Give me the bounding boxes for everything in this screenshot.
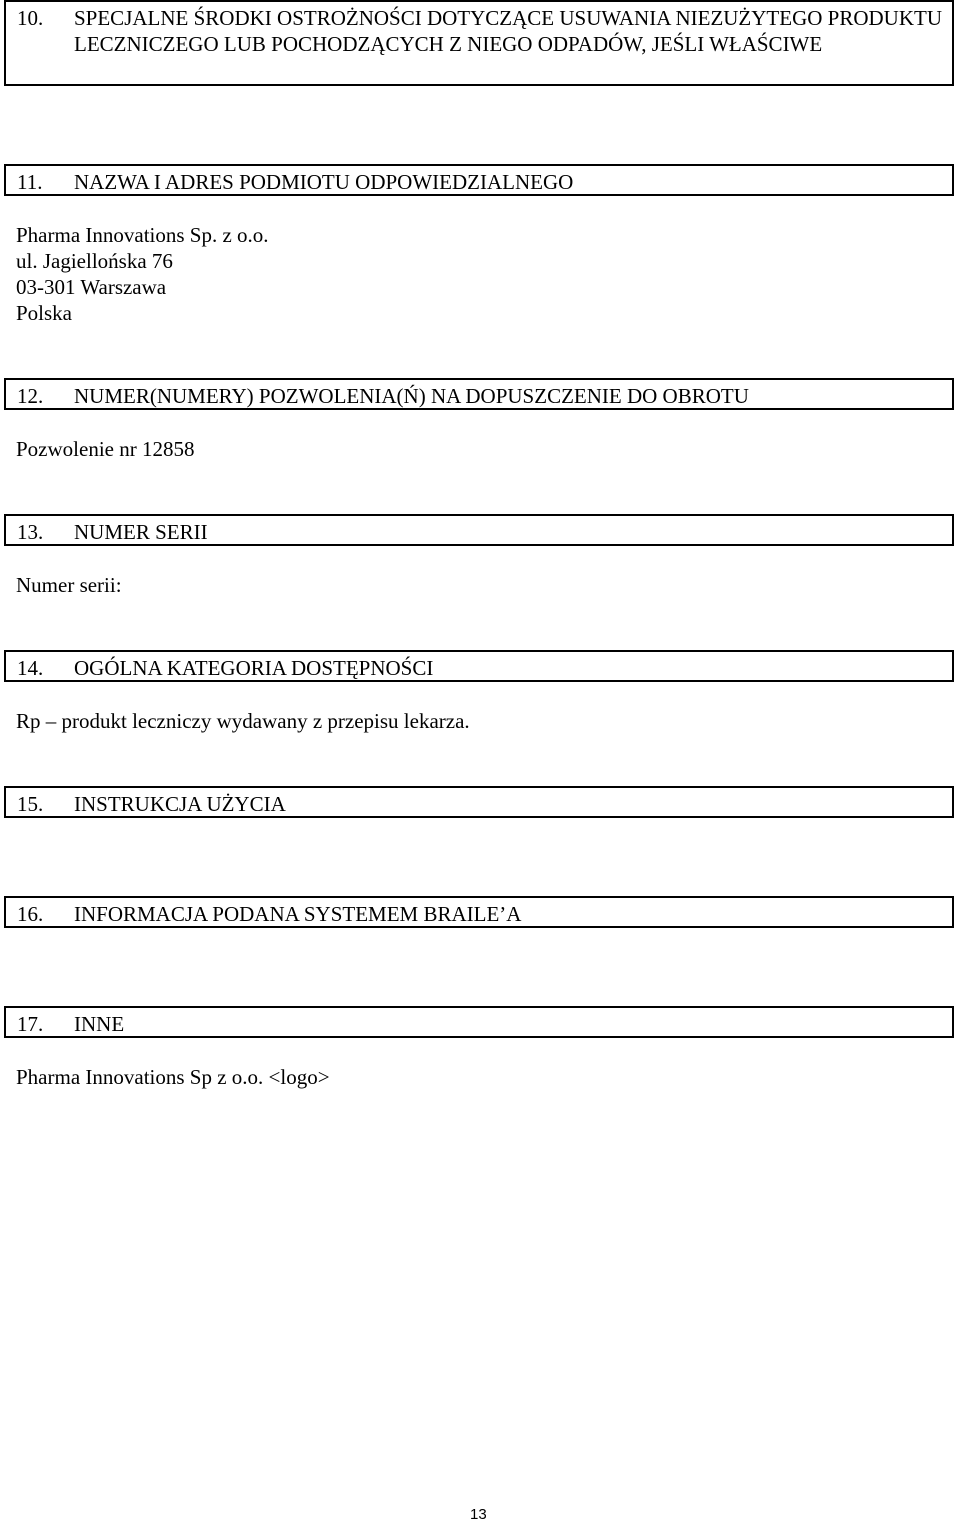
holder-country: Polska — [16, 301, 73, 325]
section-16-title: INFORMACJA PODANA SYSTEMEM BRAILE’A — [74, 902, 522, 926]
section-17-header — [4, 1006, 954, 1038]
holder-city: 03-301 Warszawa — [16, 275, 167, 299]
section-15-title: INSTRUKCJA UŻYCIA — [74, 792, 286, 816]
section-10-title: SPECJALNE ŚRODKI OSTROŻNOŚCI DOTYCZĄCE USUWANIA NIEZUŻYTEGO PRODUKTU LECZNICZEGO LUB POCHODZĄCYCH Z NIEGO ODPADÓW, JEŚLI WŁAŚCIWE — [74, 6, 943, 56]
section-15-header — [4, 786, 954, 818]
section-12-title: NUMER(NUMERY) POZWOLENIA(Ń) NA DOPUSZCZENIE DO OBROTU — [74, 384, 749, 408]
section-11-number: 11. — [17, 170, 43, 194]
section-14-title: OGÓLNA KATEGORIA DOSTĘPNOŚCI — [74, 656, 434, 680]
page-number: 13 — [470, 1506, 487, 1523]
section-12-header — [4, 378, 954, 410]
section-12-number: 12. — [17, 384, 44, 408]
batch-number-label: Numer serii: — [16, 573, 122, 597]
section-14-number: 14. — [17, 656, 44, 680]
section-16-number: 16. — [17, 902, 44, 926]
section-10-number: 10. — [17, 6, 44, 30]
section-17-title: INNE — [74, 1012, 125, 1036]
section-14-header — [4, 650, 954, 682]
holder-name: Pharma Innovations Sp. z o.o. — [16, 223, 269, 247]
section-11-header — [4, 164, 954, 196]
section-17-number: 17. — [17, 1012, 44, 1036]
section-13-header — [4, 514, 954, 546]
section-13-number: 13. — [17, 520, 44, 544]
section-10-header — [4, 0, 954, 86]
other-info: Pharma Innovations Sp z o.o. <logo> — [16, 1065, 330, 1089]
section-11-title: NAZWA I ADRES PODMIOTU ODPOWIEDZIALNEGO — [74, 170, 574, 194]
section-15-number: 15. — [17, 792, 44, 816]
holder-street: ul. Jagiellońska 76 — [16, 249, 173, 273]
section-13-title: NUMER SERII — [74, 520, 208, 544]
availability-category: Rp – produkt leczniczy wydawany z przepisu lekarza. — [16, 709, 470, 733]
authorization-number: Pozwolenie nr 12858 — [16, 437, 195, 461]
section-16-header — [4, 896, 954, 928]
